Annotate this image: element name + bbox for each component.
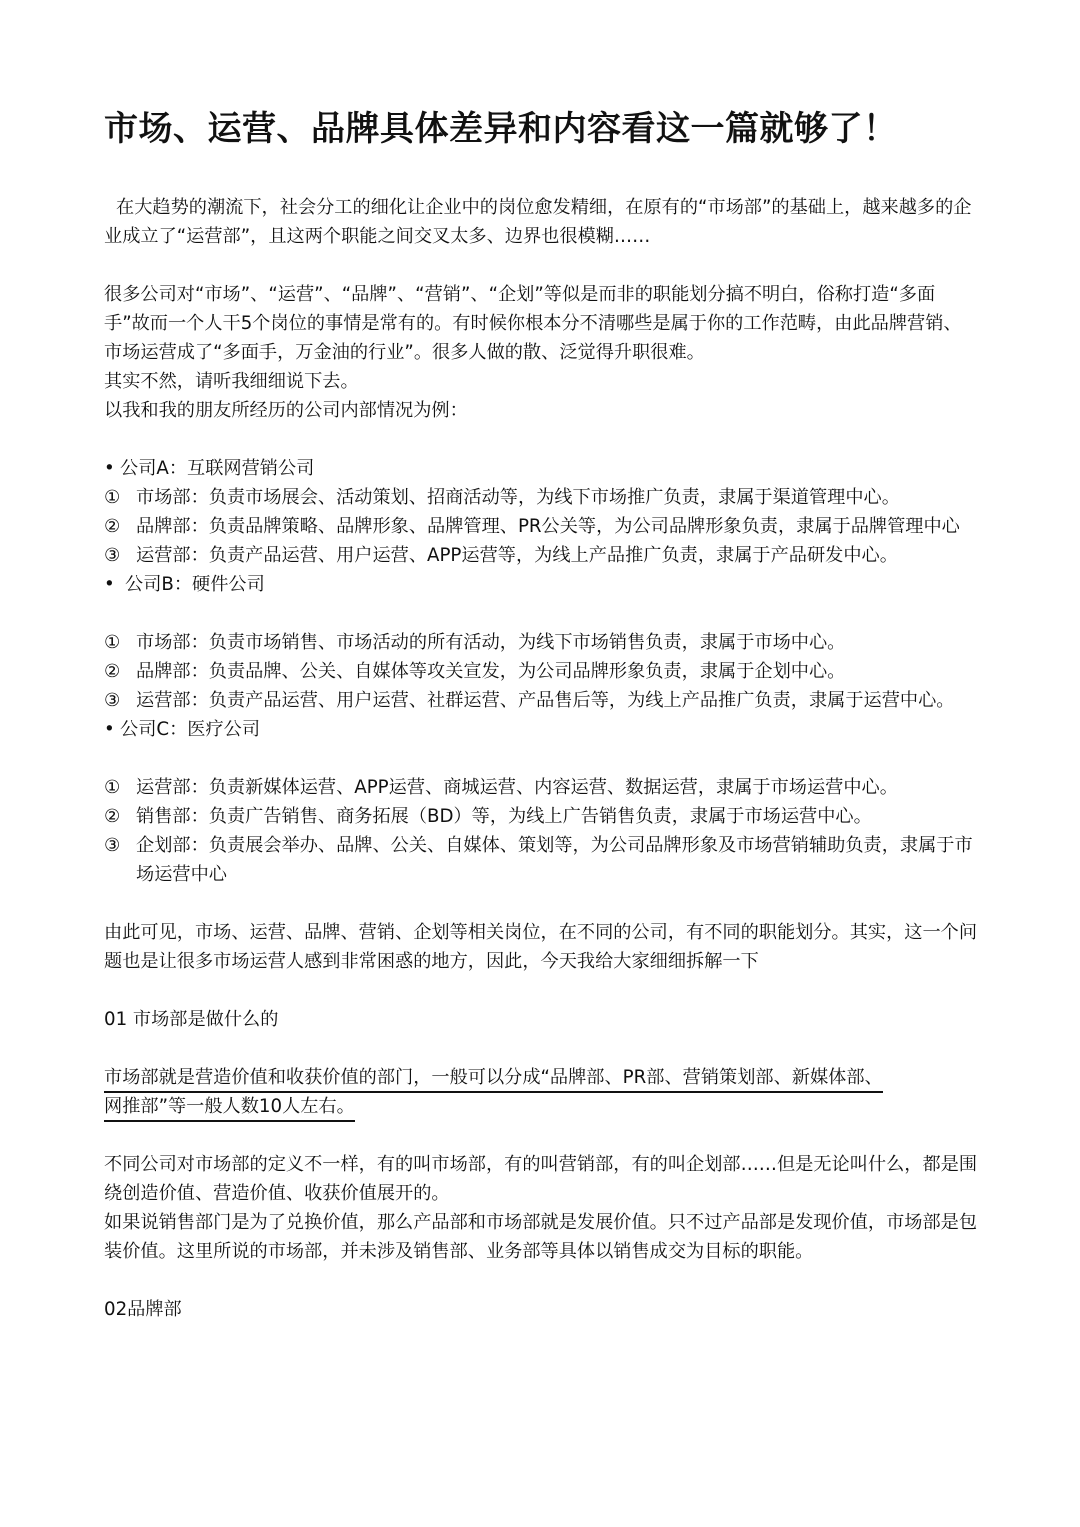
spacer bbox=[104, 744, 978, 773]
list-item bbox=[104, 628, 978, 657]
circled-number-3: ③ bbox=[104, 690, 121, 711]
section-1-heading: 01 市场部是做什么的 bbox=[104, 1009, 279, 1030]
intro-paragraph: 在大趋势的潮流下，社会分工的细化让企业中的岗位愈发精细，在原有的“市场部”的基础上，越来越多的企业成立了“运营部”，且这两个职能之间交叉太多、边界也很模糊…… bbox=[104, 197, 972, 247]
spacer bbox=[104, 251, 978, 280]
article-title: 市场、运营、品牌具体差异和内容看这一篇就够了！ bbox=[104, 109, 898, 149]
circled-number-2: ② bbox=[104, 516, 121, 537]
section-2-heading: 02品牌部 bbox=[104, 1299, 182, 1320]
section-1-paragraph-1: 不同公司对市场部的定义不一样，有的叫市场部，有的叫营销部，有的叫企划部……但是无论叫什么，都是围绕创造价值、营造价值、收获价值展开的。 bbox=[104, 1154, 978, 1204]
list-item bbox=[104, 512, 978, 541]
summary-paragraph: 由此可见，市场、运营、品牌、营销、企划等相关岗位，在不同的公司，有不同的职能划分。其实，这一个问题也是让很多市场运营人感到非常困惑的地方，因此，今天我给大家细细拆解一下 bbox=[104, 922, 978, 972]
circled-number-1: ① bbox=[104, 487, 121, 508]
article-body bbox=[104, 193, 978, 1324]
bullet-icon: • bbox=[104, 719, 115, 740]
spacer bbox=[104, 1266, 978, 1295]
paragraph-roles-confusion: 很多公司对“市场”、“运营”、“品牌”、“营销”、“企划”等似是而非的职能划分搞不明白，俗称打造“多面手”故而一个人干5个岗位的事情是常有的。有时候你根本分不清哪些是属于你的工作范畴，由此品牌营销、市场运营成了“多面手，万金油的行业”。很多人做的散、泛觉得升职很难。 bbox=[104, 284, 962, 363]
paragraph-example-intro: 以我和我的朋友所经历的公司内部情况为例： bbox=[104, 400, 468, 421]
company-a-name: 公司A：互联网营销公司 bbox=[120, 458, 315, 479]
spacer bbox=[104, 425, 978, 454]
bullet-icon: • bbox=[104, 574, 115, 595]
company-b-name: 公司B：硬件公司 bbox=[125, 574, 265, 595]
list-item-text: 品牌部：负责品牌策略、品牌形象、品牌管理、PR公关等，为公司品牌形象负责，隶属于品牌管理中心 bbox=[136, 516, 960, 537]
spacer bbox=[104, 976, 978, 1005]
list-item-text: 运营部：负责产品运营、用户运营、APP运营等，为线上产品推广负责，隶属于产品研发中心。 bbox=[136, 545, 898, 566]
list-item bbox=[104, 773, 978, 802]
list-item bbox=[104, 686, 978, 715]
list-item bbox=[104, 483, 978, 512]
list-item bbox=[104, 541, 978, 570]
circled-number-2: ② bbox=[104, 661, 121, 682]
paragraph-not-so: 其实不然，请听我细细说下去。 bbox=[104, 371, 359, 392]
circled-number-2: ② bbox=[104, 806, 121, 827]
bullet-icon: • bbox=[104, 458, 115, 479]
company-a-heading bbox=[104, 454, 978, 483]
circled-number-1: ① bbox=[104, 632, 121, 653]
section-1-highlight bbox=[104, 1063, 978, 1121]
list-item bbox=[104, 831, 978, 889]
list-item-text: 销售部：负责广告销售、商务拓展（BD）等，为线上广告销售负责，隶属于市场运营中心。 bbox=[136, 806, 872, 827]
section-1-paragraph-2: 如果说销售部门是为了兑换价值，那么产品部和市场部就是发展价值。只不过产品部是发现价值，市场部是包装价值。这里所说的市场部，并未涉及销售部、业务部等具体以销售成交为目标的职能。 bbox=[104, 1212, 978, 1262]
circled-number-3: ③ bbox=[104, 545, 121, 566]
list-item-text: 品牌部：负责品牌、公关、自媒体等攻关宣发，为公司品牌形象负责，隶属于企划中心。 bbox=[136, 661, 846, 682]
spacer bbox=[104, 889, 978, 918]
spacer bbox=[104, 599, 978, 628]
list-item-text: 市场部：负责市场销售、市场活动的所有活动，为线下市场销售负责，隶属于市场中心。 bbox=[136, 632, 846, 653]
list-item bbox=[104, 657, 978, 686]
list-item bbox=[104, 802, 978, 831]
circled-number-3: ③ bbox=[104, 835, 121, 856]
highlight-line-2: 网推部”等一般人数10人左右。 bbox=[104, 1096, 355, 1122]
list-item-text: 市场部：负责市场展会、活动策划、招商活动等，为线下市场推广负责，隶属于渠道管理中心。 bbox=[136, 487, 900, 508]
list-item-text: 运营部：负责产品运营、用户运营、社群运营、产品售后等，为线上产品推广负责，隶属于运营中心。 bbox=[136, 690, 955, 711]
company-c-heading bbox=[104, 715, 978, 744]
highlight-line-1: 市场部就是营造价值和收获价值的部门，一般可以分成“品牌部、PR部、营销策划部、新媒体部、 bbox=[104, 1067, 883, 1093]
spacer bbox=[104, 1121, 978, 1150]
list-item-text: 企划部：负责展会举办、品牌、公关、自媒体、策划等，为公司品牌形象及市场营销辅助负责，隶属于市场运营中心 bbox=[136, 835, 973, 885]
company-b-heading bbox=[104, 570, 978, 599]
spacer bbox=[104, 1034, 978, 1063]
company-c-name: 公司C：医疗公司 bbox=[120, 719, 261, 740]
list-item-text: 运营部：负责新媒体运营、APP运营、商城运营、内容运营、数据运营，隶属于市场运营中心。 bbox=[136, 777, 898, 798]
circled-number-1: ① bbox=[104, 777, 121, 798]
